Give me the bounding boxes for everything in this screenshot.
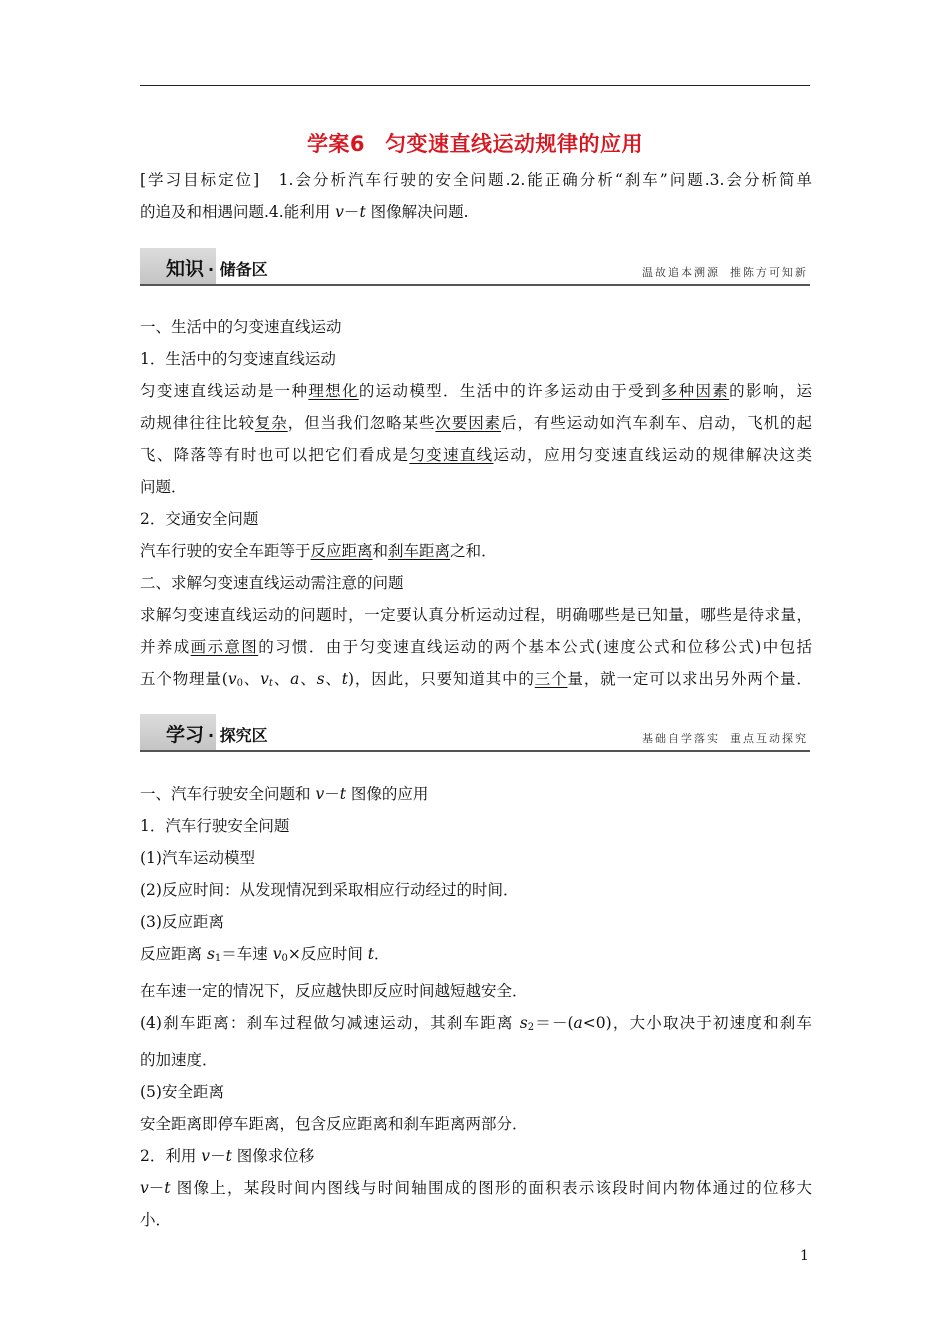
knowledge-paragraph-2: 汽车行驶的安全车距等于反应距离和刹车距离之和．	[140, 542, 497, 560]
page-number: 1	[800, 1248, 809, 1264]
knowledge-paragraph-1-line-1: 匀变速直线运动是一种理想化的运动模型．生活中的许多运动由于受到多种因素的影响，运	[140, 382, 812, 400]
study-safe-distance: 安全距离即停车距离，包含反应距离和刹车距离两部分．	[140, 1115, 528, 1133]
title-topic: 匀变速直线运动规律的应用	[385, 132, 644, 156]
knowledge-paragraph-1-line-2: 动规律往往比较复杂，但当我们忽略某些次要因素后，有些运动如汽车刹车、启动，飞机的起	[140, 414, 812, 432]
study-section	[140, 778, 812, 1236]
reaction-distance-formula: 反应距离 $s_1=$车速 $v_0\times$反应时间 t．	[140, 945, 390, 964]
knowledge-paragraph-3-line-3: 五个物理量($v_0$、$v_t$、a、s、t)，因此，只要知道其中的三个量，就一定可以求出另外两个量．	[140, 670, 812, 689]
knowledge-slogan: 温故追本溯源 推陈方可知新	[642, 266, 808, 279]
study-heading: 学习 · 探究区	[166, 724, 268, 746]
knowledge-banner	[140, 248, 810, 288]
learning-goals	[140, 164, 812, 228]
study-banner	[140, 714, 810, 754]
knowledge-paragraph-3-line-1: 求解匀变速直线运动的问题时，一定要认真分析运动过程，明确哪些是已知量，哪些是待求量，	[140, 606, 812, 624]
knowledge-subheading-1: 1．生活中的匀变速直线运动	[140, 350, 336, 368]
study-item-3: (3)反应距离	[140, 913, 224, 931]
header-rule	[140, 85, 810, 86]
goals-line-2: 的追及和相遇问题.4.能利用 v－t 图像解决问题.	[140, 203, 469, 221]
study-heading-1: 一、汽车行驶安全问题和 v－t 图像的应用	[140, 785, 429, 803]
knowledge-paragraph-3-line-2: 并养成画示意图的习惯．由于匀变速直线运动的两个基本公式(速度公式和位移公式)中包括	[140, 638, 812, 656]
vt-graph-description-line-2: 小．	[140, 1211, 172, 1229]
knowledge-paragraph-1-line-3: 飞、降落等有时也可以把它们看成是匀变速直线运动，应用匀变速直线运动的规律解决这类	[140, 446, 812, 464]
knowledge-section	[140, 311, 812, 700]
page-title	[140, 128, 810, 158]
study-item-4-line-2: 的加速度．	[140, 1051, 218, 1069]
study-subheading-1: 1．汽车行驶安全问题	[140, 817, 290, 835]
banner-rule	[140, 284, 810, 286]
goals-line-1: [学习目标定位] 1.会分析汽车行驶的安全问题.2.能正确分析“刹车”问题.3.会分析简单	[140, 171, 812, 189]
knowledge-heading-2: 二、求解匀变速直线运动需注意的问题	[140, 574, 404, 592]
study-speed-note: 在车速一定的情况下，反应越快即反应时间越短越安全．	[140, 982, 528, 1000]
study-item-5: (5)安全距离	[140, 1083, 224, 1101]
knowledge-heading-1: 一、生活中的匀变速直线运动	[140, 318, 342, 336]
knowledge-subheading-2: 2．交通安全问题	[140, 510, 259, 528]
vt-graph-description-line-1: v－t 图像上，某段时间内图线与时间轴围成的图形的面积表示该段时间内物体通过的位移大	[140, 1179, 812, 1197]
study-subheading-2: 2．利用 v－t 图像求位移	[140, 1147, 315, 1165]
knowledge-heading: 知识 · 储备区	[166, 258, 268, 280]
knowledge-paragraph-1-line-4: 问题．	[140, 478, 187, 496]
study-item-4-line-1: (4)刹车距离：刹车过程做匀减速运动，其刹车距离 $s_2=-(a<0)$，大小取决于初速度和刹车	[140, 1014, 812, 1033]
study-item-2: (2)反应时间：从发现情况到采取相应行动经过的时间．	[140, 881, 519, 899]
study-item-1: (1)汽车运动模型	[140, 849, 255, 867]
title-lesson-number: 学案6	[306, 132, 366, 156]
study-slogan: 基础自学落实 重点互动探究	[642, 732, 808, 745]
banner-rule	[140, 750, 810, 752]
